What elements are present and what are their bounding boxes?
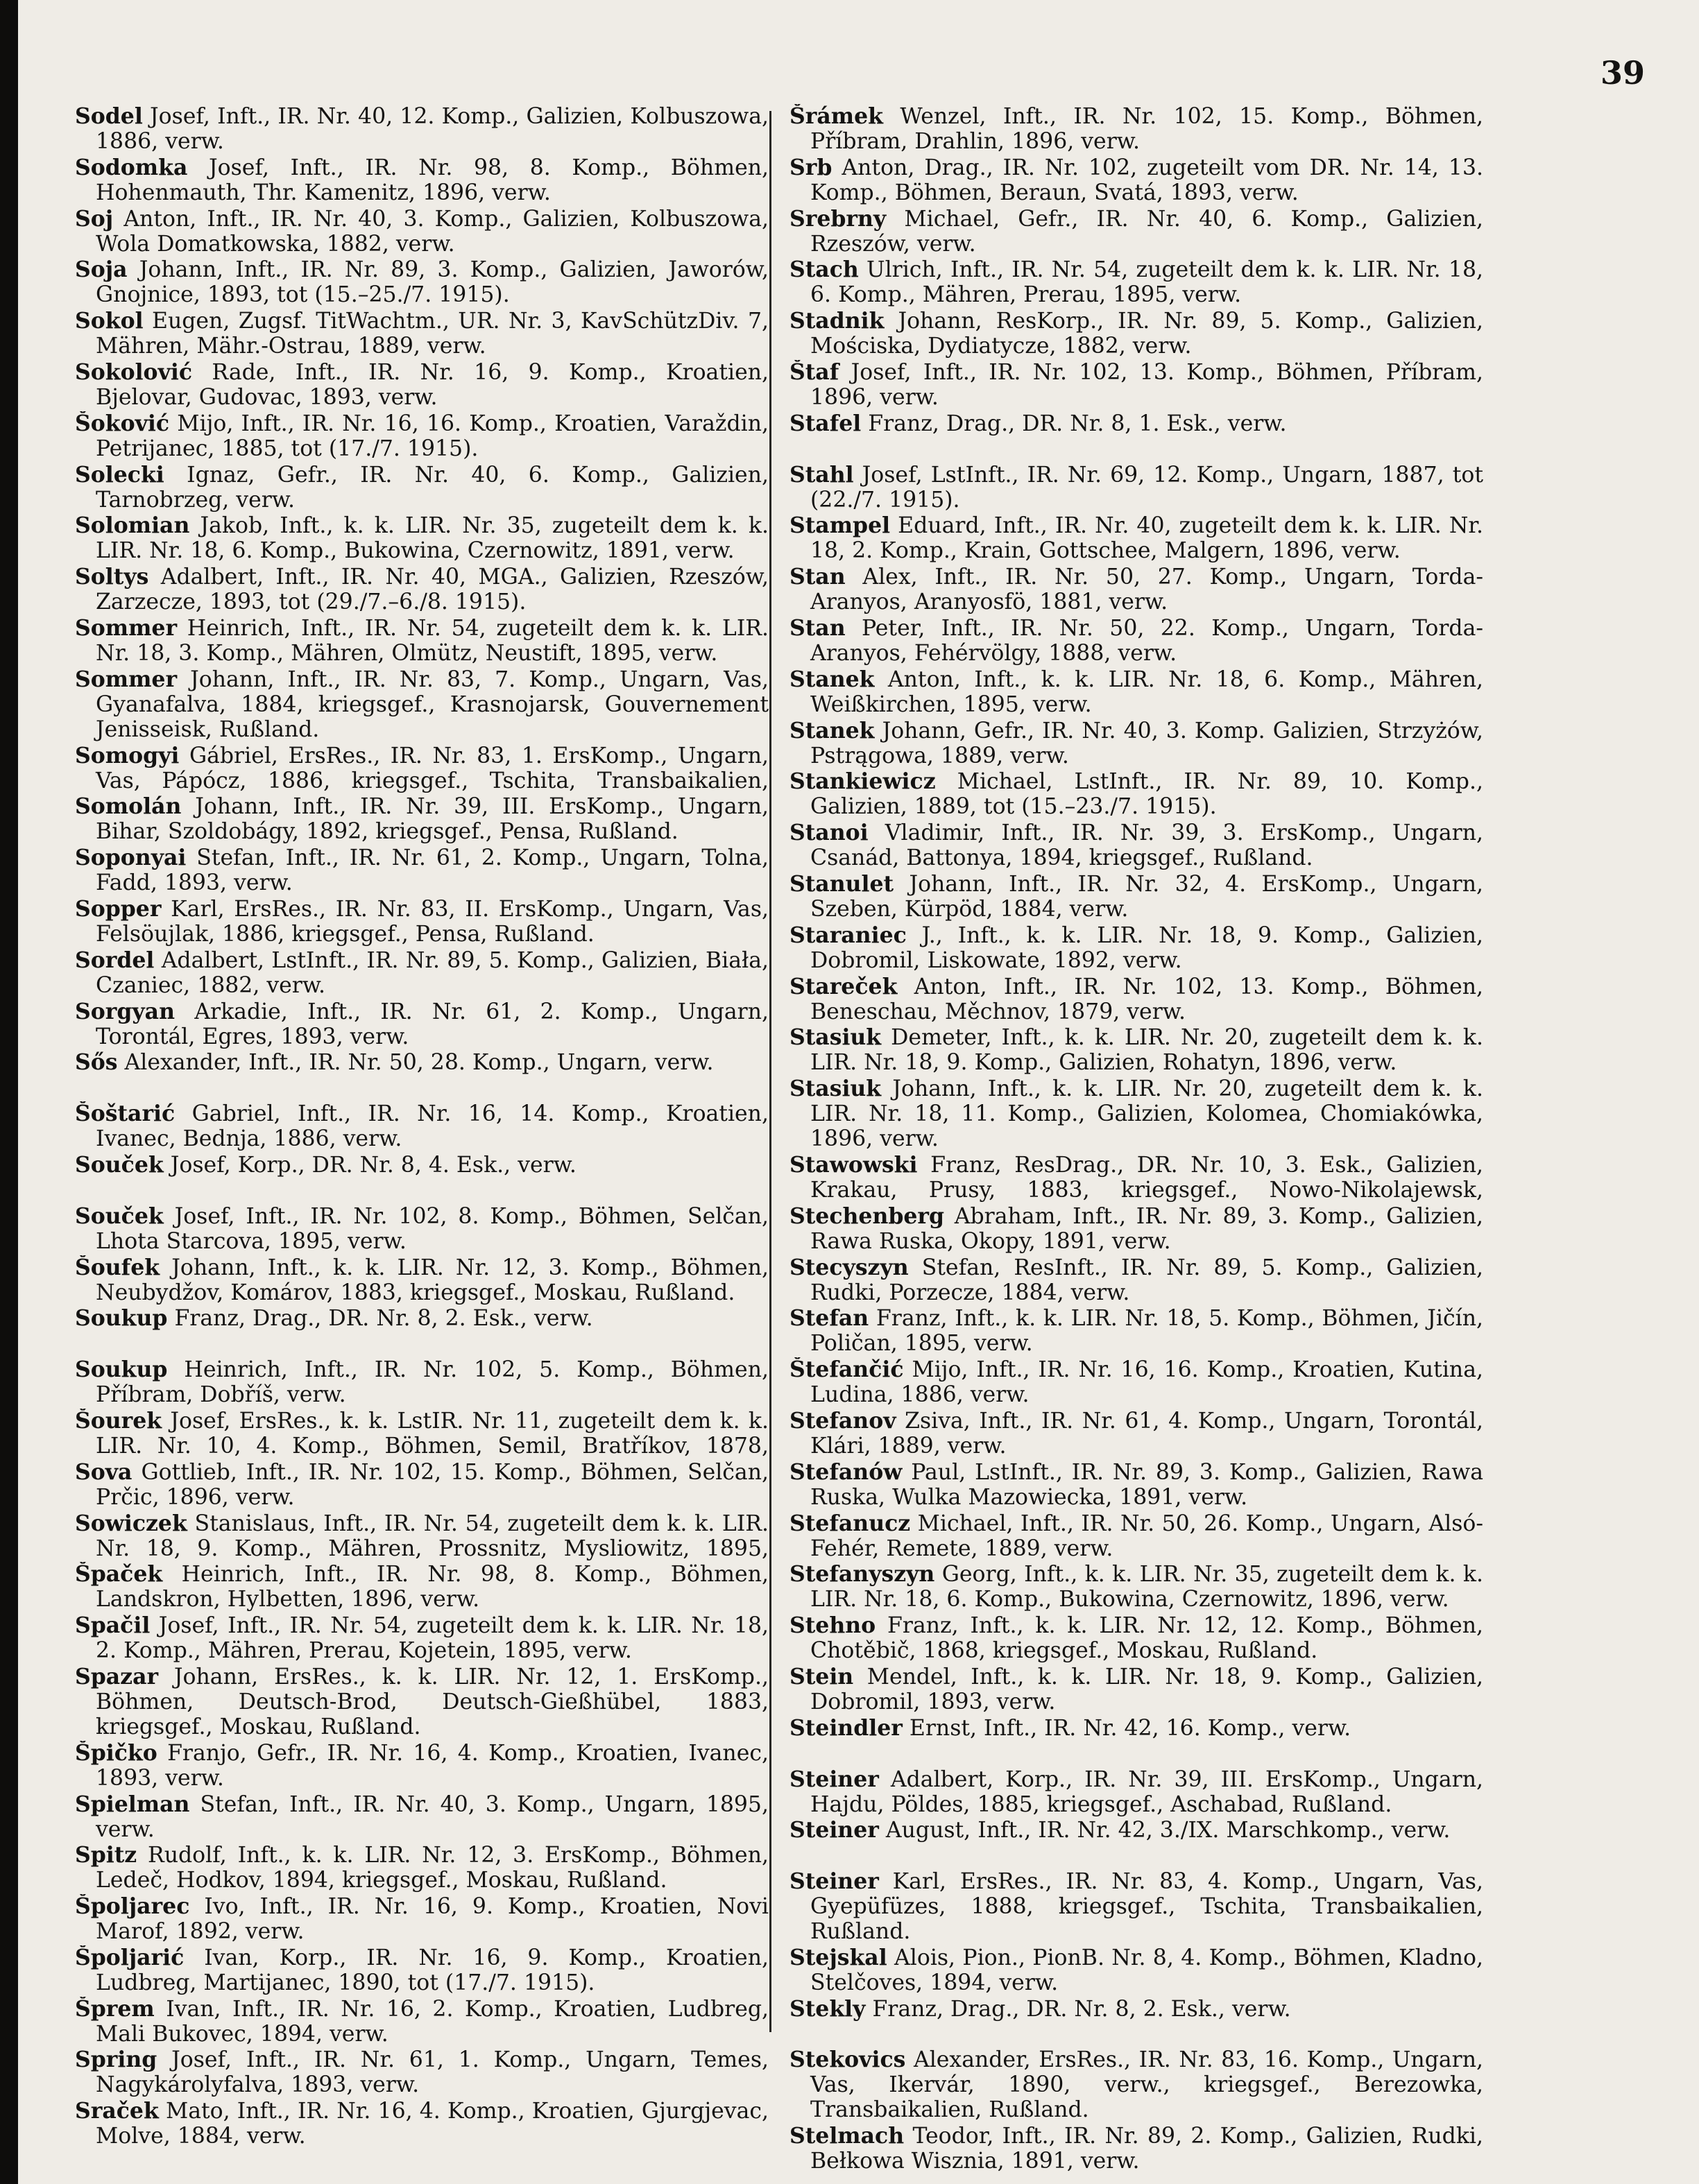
- entry-surname: Soj: [75, 206, 114, 232]
- entry-details: Eugen, Zugsf. TitWachtm., UR. Nr. 3, KavSchützDiv. 7, Mähren, Mähr.-Ostrau, 1889, verw.: [96, 309, 769, 359]
- entry-surname: Stareček: [789, 974, 898, 999]
- list-entry: [75, 207, 769, 257]
- entry-details: Adalbert, Korp., IR. Nr. 39, III. ErsKomp., Ungarn, Hajdu, Pöldes, 1885, kriegsgef., Aschabad, Rußland.: [810, 1766, 1483, 1817]
- entry-details: Abraham, Inft., IR. Nr. 89, 3. Komp., Galizien, Rawa Ruska, Okopy, 1891, verw.: [810, 1203, 1483, 1254]
- entry-details: Rade, Inft., IR. Nr. 16, 9. Komp., Kroatien, Bjelovar, Gudovac, 1893, verw.: [96, 359, 769, 410]
- list-entry: [75, 1511, 769, 1561]
- list-entry: [75, 513, 769, 563]
- entry-surname: Steiner: [789, 1818, 879, 1843]
- entry-details: Ernst, Inft., IR. Nr. 42, 16. Komp., verw.: [909, 1715, 1351, 1741]
- list-entry: [75, 257, 769, 307]
- list-entry: [75, 1613, 769, 1663]
- entry-details: Johann, Inft., k. k. LIR. Nr. 20, zugeteilt dem k. k. LIR. Nr. 18, 11. Komp., Galizien, Kolomea, Chomiakówka, 1896, verw.: [810, 1076, 1483, 1152]
- entry-details: Josef, Inft., IR. Nr. 54, zugeteilt dem k. k. LIR. Nr. 18, 2. Komp., Mähren, Prerau, Kojetein, 1895, verw.: [96, 1613, 769, 1664]
- list-entry: [75, 616, 769, 666]
- entry-surname: Spitz: [75, 1843, 137, 1868]
- list-entry: [75, 565, 769, 614]
- list-entry: [75, 104, 769, 154]
- entry-details: Josef, LstInft., IR. Nr. 69, 12. Komp., Ungarn, 1887, tot (22./7. 1915).: [810, 462, 1483, 513]
- list-entry: [789, 309, 1483, 359]
- entry-details: Josef, Korp., DR. Nr. 8, 4. Esk., verw.: [170, 1152, 577, 1178]
- list-entry: [75, 1101, 769, 1151]
- entry-details: Franz, Inft., k. k. LIR. Nr. 18, 5. Komp., Böhmen, Jičín, Poličan, 1895, verw.: [810, 1306, 1483, 1357]
- list-entry: [789, 513, 1483, 563]
- entry-details: Johann, Inft., k. k. LIR. Nr. 12, 3. Komp., Böhmen, Neubydžov, Komárov, 1883, kriegsgef., Moskau, Rußland.: [96, 1255, 769, 1305]
- entry-surname: Spazar: [75, 1664, 159, 1689]
- entry-details: Stefan, Inft., IR. Nr. 40, 3. Komp., Ungarn, 1895, verw.: [96, 1791, 769, 1842]
- list-entry: [789, 974, 1483, 1024]
- entry-details: Johann, Inft., IR. Nr. 32, 4. ErsKomp., Ungarn, Szeben, Kürpöd, 1884, verw.: [810, 871, 1483, 922]
- list-entry: [789, 207, 1483, 257]
- entry-surname: Sraček: [75, 2099, 159, 2124]
- entry-details: Peter, Inft., IR. Nr. 50, 22. Komp., Ungarn, Torda-Aranyos, Fehérvölgy, 1888, verw.: [810, 615, 1483, 666]
- list-entry: [789, 1306, 1483, 1356]
- entry-surname: Sopper: [75, 896, 162, 922]
- list-entry: [789, 360, 1483, 410]
- entry-details: Adalbert, Inft., IR. Nr. 40, MGA., Galizien, Rzeszów, Zarzecze, 1893, tot (29./7.–6./8. 1915).: [96, 565, 769, 615]
- entry-surname: Štaf: [789, 359, 839, 385]
- list-entry: [789, 2047, 1483, 2122]
- entry-surname: Spielman: [75, 1791, 190, 1817]
- list-entry: [75, 2099, 769, 2149]
- entry-details: Arkadie, Inft., IR. Nr. 61, 2. Komp., Ungarn, Torontál, Egres, 1893, verw.: [96, 999, 769, 1049]
- list-entry: [75, 1665, 769, 1739]
- list-entry: [75, 1562, 769, 1612]
- entry-details: Anton, Drag., IR. Nr. 102, zugeteilt vom DR. Nr. 14, 13. Komp., Böhmen, Beraun, Svatá, 1893, verw.: [810, 155, 1483, 205]
- list-entry: [789, 872, 1483, 922]
- entry-surname: Spačil: [75, 1613, 151, 1639]
- entry-surname: Stelmach: [789, 2124, 905, 2149]
- list-entry: [789, 104, 1483, 154]
- entry-surname: Steindler: [789, 1715, 903, 1741]
- entry-surname: Stein: [789, 1664, 854, 1689]
- entry-surname: Špoljarec: [75, 1894, 190, 1920]
- entry-surname: Stafel: [789, 411, 862, 436]
- page-number: 39: [1600, 54, 1645, 92]
- entry-surname: Stach: [789, 257, 859, 283]
- list-entry: [75, 667, 769, 742]
- entry-surname: Sős: [75, 1050, 118, 1076]
- entry-details: Josef, Inft., IR. Nr. 40, 12. Komp., Galizien, Kolbuszowa, 1886, verw.: [96, 104, 769, 154]
- entry-details: Johann, ErsRes., k. k. LIR. Nr. 12, 1. ErsKomp., Böhmen, Deutsch-Brod, Deutsch-Gießhübel, 1883, kriegsgef., Moskau, Rußland.: [96, 1664, 769, 1739]
- entry-details: Zsiva, Inft., IR. Nr. 61, 4. Komp., Ungarn, Torontál, Klári, 1889, verw.: [810, 1408, 1483, 1459]
- entry-details: Michael, LstInft., IR. Nr. 89, 10. Komp., Galizien, 1889, tot (15.–23./7. 1915).: [810, 769, 1483, 820]
- entry-details: Stefan, Inft., IR. Nr. 61, 2. Komp., Ungarn, Tolna, Fadd, 1893, verw.: [96, 845, 769, 896]
- list-entry: [789, 1025, 1483, 1075]
- list-entry: [75, 845, 769, 895]
- entry-details: August, Inft., IR. Nr. 42, 3./IX. Marschkomp., verw.: [885, 1818, 1451, 1843]
- entry-details: Johann, ResKorp., IR. Nr. 89, 5. Komp., Galizien, Mościska, Dydiatycze, 1882, verw.: [810, 309, 1483, 359]
- entry-surname: Stan: [789, 565, 846, 590]
- entry-details: Ivo, Inft., IR. Nr. 16, 9. Komp., Kroatien, Novi Marof, 1892, verw.: [96, 1894, 769, 1945]
- list-entry: [75, 1306, 769, 1356]
- right-column: [789, 104, 1483, 2175]
- list-entry: [75, 897, 769, 947]
- entry-details: Stanislaus, Inft., IR. Nr. 54, zugeteilt dem k. k. LIR. Nr. 18, 9. Komp., Mähren, Prossnitz, Mysliowitz, 1895,: [96, 1511, 769, 1561]
- entry-surname: Stekovics: [789, 2047, 906, 2073]
- entry-surname: Stan: [789, 615, 846, 641]
- entry-surname: Stadnik: [789, 309, 885, 334]
- entry-details: Jakob, Inft., k. k. LIR. Nr. 35, zugeteilt dem k. k. LIR. Nr. 18, 6. Komp., Bukowina, Czernowitz, 1891, verw.: [96, 513, 769, 564]
- entry-surname: Stechenberg: [789, 1203, 945, 1229]
- list-entry: [789, 923, 1483, 973]
- list-entry: [75, 411, 769, 461]
- entry-surname: Sodomka: [75, 155, 188, 180]
- list-entry: [789, 257, 1483, 307]
- entry-surname: Stankiewicz: [789, 769, 936, 795]
- list-entry: [789, 719, 1483, 768]
- entry-details: Anton, Inft., IR. Nr. 40, 3. Komp., Galizien, Kolbuszowa, Wola Domatkowska, 1882, verw.: [96, 206, 769, 257]
- entry-surname: Stecyszyn: [789, 1255, 909, 1280]
- entry-details: Josef, ErsRes., k. k. LstIR. Nr. 11, zugeteilt dem k. k. LIR. Nr. 10, 4. Komp., Böhmen, Semil, Bratříkov, 1878,: [96, 1408, 769, 1459]
- entry-details: Josef, Inft., IR. Nr. 61, 1. Komp., Ungarn, Temes, Nagykárolyfalva, 1893, verw.: [96, 2047, 769, 2098]
- entry-surname: Špaček: [75, 1562, 163, 1588]
- entry-details: Adalbert, LstInft., IR. Nr. 89, 5. Komp., Galizien, Biała, Czaniec, 1882, verw.: [96, 947, 769, 998]
- entry-details: Franz, Drag., DR. Nr. 8, 1. Esk., verw.: [868, 411, 1287, 436]
- entry-surname: Šoštarić: [75, 1101, 176, 1127]
- list-entry: [789, 1076, 1483, 1151]
- list-entry: [75, 360, 769, 410]
- entry-surname: Souček: [75, 1152, 164, 1178]
- entry-surname: Sorgyan: [75, 999, 175, 1024]
- entry-details: Johann, Inft., IR. Nr. 83, 7. Komp., Ungarn, Vas, Gyanafalva, 1884, kriegsgef., Krasnojarsk, Gouvernement Jenisseisk, Rußland.: [96, 667, 769, 742]
- entry-surname: Stasiuk: [789, 1025, 882, 1051]
- list-entry: [789, 1460, 1483, 1510]
- entry-surname: Somogyi: [75, 743, 180, 768]
- entry-details: Franz, Inft., k. k. LIR. Nr. 12, 12. Komp., Böhmen, Chotěbič, 1868, kriegsgef., Moskau, Rußland.: [810, 1613, 1483, 1664]
- entry-details: Mijo, Inft., IR. Nr. 16, 16. Komp., Kroatien, Varaždin, Petrijanec, 1885, tot (17./7. 1915).: [96, 411, 769, 461]
- list-entry: [75, 1792, 769, 1842]
- entry-details: Georg, Inft., k. k. LIR. Nr. 35, zugeteilt dem k. k. LIR. Nr. 18, 6. Komp., Bukowina, Czernowitz, 1896, verw.: [810, 1562, 1483, 1613]
- entry-surname: Špičko: [75, 1740, 157, 1766]
- entry-details: Johann, Gefr., IR. Nr. 40, 3. Komp. Galizien, Strzyżów, Pstrągowa, 1889, verw.: [810, 718, 1483, 768]
- entry-details: Johann, Inft., IR. Nr. 39, III. ErsKomp., Ungarn, Bihar, Szoldobágy, 1892, kriegsgef., Pensa, Rußland.: [96, 794, 769, 845]
- list-entry: [75, 1843, 769, 1893]
- entry-surname: Stefanucz: [789, 1511, 911, 1536]
- entry-surname: Steiner: [789, 1869, 879, 1895]
- entry-surname: Štefančić: [789, 1357, 904, 1383]
- entry-surname: Šourek: [75, 1408, 162, 1434]
- entry-details: Alex, Inft., IR. Nr. 50, 27. Komp., Ungarn, Torda-Aranyos, Aranyosfö, 1881, verw.: [810, 565, 1483, 615]
- list-entry: [789, 1153, 1483, 1203]
- entry-surname: Stehno: [789, 1613, 876, 1639]
- list-entry: [789, 1869, 1483, 1944]
- entry-surname: Soja: [75, 257, 128, 283]
- list-entry: [789, 1767, 1483, 1817]
- entry-surname: Špoljarić: [75, 1945, 185, 1970]
- list-entry: [789, 1204, 1483, 1254]
- entry-surname: Sommer: [75, 615, 178, 641]
- list-entry: [75, 794, 769, 844]
- list-entry: [789, 411, 1483, 461]
- entry-surname: Šoufek: [75, 1255, 160, 1280]
- list-entry: [789, 565, 1483, 614]
- entry-details: Demeter, Inft., k. k. LIR. Nr. 20, zugeteilt dem k. k. LIR. Nr. 18, 9. Komp., Galizien, Rohatyn, 1896, verw.: [810, 1025, 1483, 1076]
- list-entry: [789, 1818, 1483, 1868]
- entry-surname: Stahl: [789, 462, 854, 488]
- entry-details: Ignaz, Gefr., IR. Nr. 40, 6. Komp., Galizien, Tarnobrzeg, verw.: [96, 462, 769, 513]
- entry-details: Mijo, Inft., IR. Nr. 16, 16. Komp., Kroatien, Kutina, Ludina, 1886, verw.: [810, 1357, 1483, 1408]
- left-column: [75, 104, 769, 2150]
- entry-details: Karl, ErsRes., IR. Nr. 83, 4. Komp., Ungarn, Vas, Gyepüfüzes, 1888, kriegsgef., Tschita, Transbaikalien, Rußland.: [810, 1869, 1483, 1945]
- entry-details: Johann, Inft., IR. Nr. 89, 3. Komp., Galizien, Jaworów, Gnojnice, 1893, tot (15.–25./7. 1915).: [96, 257, 769, 308]
- entry-surname: Staraniec: [789, 922, 907, 948]
- entry-details: Mato, Inft., IR. Nr. 16, 4. Komp., Kroatien, Gjurgjevac, Molve, 1884, verw.: [96, 2099, 769, 2149]
- entry-surname: Stanoi: [789, 820, 869, 846]
- entry-details: Gábriel, ErsRes., IR. Nr. 83, 1. ErsKomp., Ungarn, Vas, Pápócz, 1886, kriegsgef., Tschita, Transbaikalien,: [96, 743, 769, 793]
- entry-surname: Solecki: [75, 462, 164, 488]
- list-entry: [789, 1716, 1483, 1766]
- entry-details: Mendel, Inft., k. k. LIR. Nr. 18, 9. Komp., Galizien, Dobromil, 1893, verw.: [810, 1664, 1483, 1714]
- list-entry: [75, 1153, 769, 1203]
- list-entry: [75, 1741, 769, 1791]
- entry-details: Franjo, Gefr., IR. Nr. 16, 4. Komp., Kroatien, Ivanec, 1893, verw.: [96, 1740, 769, 1791]
- entry-details: Eduard, Inft., IR. Nr. 40, zugeteilt dem k. k. LIR. Nr. 18, 2. Komp., Krain, Gottschee, Malgern, 1896, verw.: [810, 513, 1483, 564]
- entry-details: Josef, Inft., IR. Nr. 98, 8. Komp., Böhmen, Hohenmauth, Thr. Kamenitz, 1896, verw.: [96, 155, 769, 205]
- list-entry: [75, 309, 769, 359]
- list-entry: [789, 463, 1483, 513]
- list-entry: [75, 1409, 769, 1459]
- entry-surname: Stejskal: [789, 1945, 887, 1970]
- entry-details: Karl, ErsRes., IR. Nr. 83, II. ErsKomp., Ungarn, Vas, Felsöujlak, 1886, kriegsgef., Pensa, Rußland.: [96, 896, 769, 947]
- entry-surname: Sokol: [75, 309, 144, 334]
- entry-details: J., Inft., k. k. LIR. Nr. 18, 9. Komp., Galizien, Dobromil, Liskowate, 1892, verw.: [810, 922, 1483, 973]
- list-entry: [75, 1050, 769, 1100]
- entry-surname: Soltys: [75, 565, 149, 590]
- list-entry: [75, 1997, 769, 2047]
- list-entry: [75, 463, 769, 513]
- entry-details: Franz, Drag., DR. Nr. 8, 2. Esk., verw.: [872, 1996, 1291, 2022]
- entry-surname: Stefanyszyn: [789, 1562, 935, 1588]
- list-entry: [789, 1255, 1483, 1305]
- column-divider: [769, 111, 771, 2032]
- entry-surname: Sommer: [75, 667, 178, 692]
- list-entry: [789, 155, 1483, 205]
- entry-surname: Sokolović: [75, 359, 193, 385]
- entry-surname: Soukup: [75, 1306, 168, 1332]
- list-entry: [75, 1894, 769, 1944]
- page-edge-shadow: [0, 0, 18, 2184]
- entry-surname: Soponyai: [75, 845, 187, 871]
- entry-details: Ulrich, Inft., IR. Nr. 54, zugeteilt dem k. k. LIR. Nr. 18, 6. Komp., Mähren, Prerau, 1895, verw.: [810, 257, 1483, 308]
- list-entry: [75, 1945, 769, 1995]
- list-entry: [789, 1511, 1483, 1561]
- entry-details: Anton, Inft., k. k. LIR. Nr. 18, 6. Komp., Mähren, Weißkirchen, 1895, verw.: [810, 667, 1483, 717]
- entry-surname: Šprem: [75, 1996, 155, 2022]
- entry-surname: Sodel: [75, 104, 143, 129]
- entry-surname: Steiner: [789, 1766, 879, 1792]
- entry-details: Franz, ResDrag., DR. Nr. 10, 3. Esk., Galizien, Krakau, Prusy, 1883, kriegsgef., Nowo-Nikolajewsk,: [810, 1152, 1483, 1203]
- entry-details: Michael, Inft., IR. Nr. 50, 26. Komp., Ungarn, Alsó-Fehér, Remete, 1889, verw.: [810, 1511, 1483, 1561]
- entry-surname: Stanek: [789, 667, 875, 692]
- entry-surname: Spring: [75, 2047, 157, 2073]
- list-entry: [789, 2124, 1483, 2174]
- entry-surname: Souček: [75, 1203, 164, 1229]
- entry-surname: Stampel: [789, 513, 891, 539]
- entry-details: Gabriel, Inft., IR. Nr. 16, 14. Komp., Kroatien, Ivanec, Bednja, 1886, verw.: [96, 1101, 769, 1152]
- entry-details: Anton, Inft., IR. Nr. 102, 13. Komp., Böhmen, Beneschau, Měchnov, 1879, verw.: [810, 974, 1483, 1024]
- list-entry: [75, 1357, 769, 1407]
- list-entry: [789, 667, 1483, 717]
- entry-details: Rudolf, Inft., k. k. LIR. Nr. 12, 3. ErsKomp., Böhmen, Ledeč, Hodkov, 1894, kriegsgef., Moskau, Rußland.: [96, 1843, 769, 1893]
- entry-details: Paul, LstInft., IR. Nr. 89, 3. Komp., Galizien, Rawa Ruska, Wulka Mazowiecka, 1891, verw.: [810, 1459, 1483, 1510]
- entry-details: Teodor, Inft., IR. Nr. 89, 2. Komp., Galizien, Rudki, Bełkowa Wisznia, 1891, verw.: [810, 2124, 1483, 2174]
- list-entry: [789, 1562, 1483, 1612]
- entry-surname: Srb: [789, 155, 833, 180]
- entry-surname: Somolán: [75, 794, 182, 820]
- entry-surname: Sowiczek: [75, 1511, 187, 1536]
- entry-surname: Stanulet: [789, 871, 894, 897]
- list-entry: [75, 999, 769, 1049]
- entry-surname: Šoković: [75, 411, 170, 436]
- entry-details: Alexander, Inft., IR. Nr. 50, 28. Komp., Ungarn, verw.: [124, 1050, 714, 1076]
- list-entry: [789, 1945, 1483, 1995]
- entry-details: Alois, Pion., PionB. Nr. 8, 4. Komp., Böhmen, Kladno, Stelčoves, 1894, verw.: [810, 1945, 1483, 1995]
- entry-surname: Sova: [75, 1459, 133, 1485]
- entry-surname: Solomian: [75, 513, 190, 539]
- entry-details: Vladimir, Inft., IR. Nr. 39, 3. ErsKomp., Ungarn, Csanád, Battonya, 1894, kriegsgef., Rußland.: [810, 820, 1483, 871]
- list-entry: [75, 1204, 769, 1254]
- entry-surname: Stefan: [789, 1306, 869, 1332]
- entry-surname: Stefanov: [789, 1408, 896, 1434]
- list-entry: [789, 1409, 1483, 1459]
- entry-details: Heinrich, Inft., IR. Nr. 54, zugeteilt dem k. k. LIR. Nr. 18, 3. Komp., Mähren, Olmütz, Neustift, 1895, verw.: [96, 615, 769, 666]
- entry-surname: Sordel: [75, 947, 155, 973]
- list-entry: [789, 820, 1483, 870]
- entry-surname: Stefanów: [789, 1459, 903, 1485]
- entry-details: Heinrich, Inft., IR. Nr. 102, 5. Komp., Böhmen, Příbram, Dobříš, verw.: [96, 1357, 769, 1408]
- entry-surname: Šrámek: [789, 104, 883, 129]
- list-entry: [789, 1997, 1483, 2047]
- entry-surname: Stasiuk: [789, 1076, 882, 1102]
- entry-surname: Srebrny: [789, 206, 887, 232]
- list-entry: [75, 743, 769, 793]
- entry-surname: Soukup: [75, 1357, 168, 1383]
- entry-details: Michael, Gefr., IR. Nr. 40, 6. Komp., Galizien, Rzeszów, verw.: [810, 206, 1483, 257]
- list-entry: [789, 769, 1483, 819]
- entry-details: Wenzel, Inft., IR. Nr. 102, 15. Komp., Böhmen, Příbram, Drahlin, 1896, verw.: [810, 104, 1483, 154]
- list-entry: [75, 155, 769, 205]
- entry-details: Heinrich, Inft., IR. Nr. 98, 8. Komp., Böhmen, Landskron, Hylbetten, 1896, verw.: [96, 1562, 769, 1613]
- list-entry: [789, 1357, 1483, 1407]
- list-entry: [789, 616, 1483, 666]
- entry-details: Alexander, ErsRes., IR. Nr. 83, 16. Komp., Ungarn, Vas, Ikervár, 1890, verw., kriegsgef., Berezowka, Transbaikalien, Rußland.: [810, 2047, 1483, 2123]
- entry-details: Gottlieb, Inft., IR. Nr. 102, 15. Komp., Böhmen, Selčan, Prčic, 1896, verw.: [96, 1459, 769, 1510]
- entry-details: Franz, Drag., DR. Nr. 8, 2. Esk., verw.: [174, 1306, 593, 1332]
- entry-details: Josef, Inft., IR. Nr. 102, 8. Komp., Böhmen, Selčan, Lhota Starcova, 1895, verw.: [96, 1203, 769, 1254]
- entry-surname: Stanek: [789, 718, 875, 743]
- entry-details: Ivan, Inft., IR. Nr. 16, 2. Komp., Kroatien, Ludbreg, Mali Bukovec, 1894, verw.: [96, 1996, 769, 2047]
- entry-surname: Stekly: [789, 1996, 866, 2022]
- list-entry: [75, 948, 769, 998]
- list-entry: [75, 1255, 769, 1305]
- entry-details: Josef, Inft., IR. Nr. 102, 13. Komp., Böhmen, Příbram, 1896, verw.: [810, 359, 1483, 410]
- entry-surname: Stawowski: [789, 1152, 918, 1178]
- entry-details: Stefan, ResInft., IR. Nr. 89, 5. Komp., Galizien, Rudki, Porzecze, 1884, verw.: [810, 1255, 1483, 1305]
- list-entry: [75, 2047, 769, 2097]
- list-entry: [789, 1665, 1483, 1714]
- list-entry: [789, 1613, 1483, 1663]
- list-entry: [75, 1460, 769, 1510]
- entry-details: Ivan, Korp., IR. Nr. 16, 9. Komp., Kroatien, Ludbreg, Martijanec, 1890, tot (17./7. 1915).: [96, 1945, 769, 1995]
